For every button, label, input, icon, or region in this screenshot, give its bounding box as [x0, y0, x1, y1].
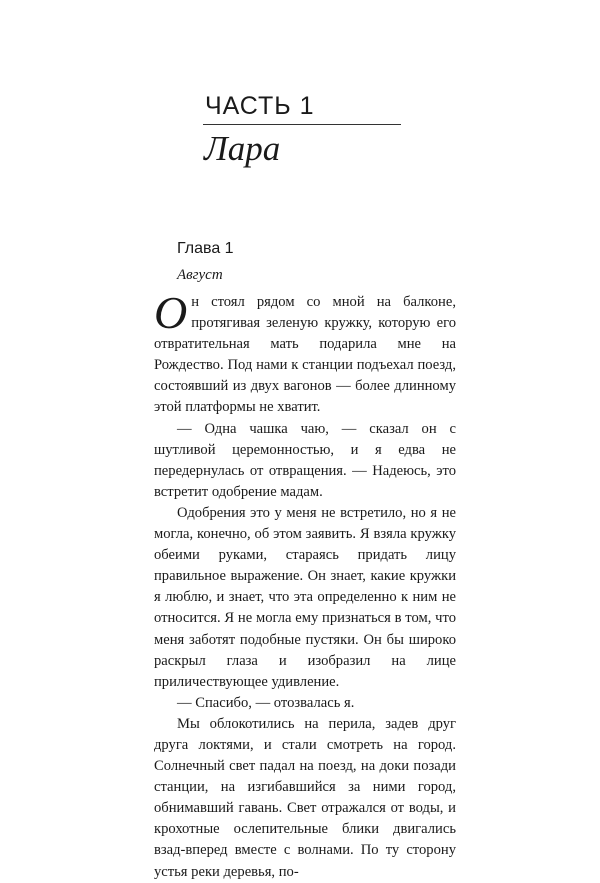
paragraph-3: Одобрения это у меня не встретило, но я не могла, конечно, об этом заявить. Я взяла кружку обеими руками, стараясь придать лицу правильное выражение. Он знает, какие кружки я люблю, и знает, что эта определенно к ним не относится. Я не могла ему признаться в том, что меня заботят подобные пустяки. Он бы широко раскрыл глаза и изобразил на лице приличествующее удивление. — [154, 504, 456, 690]
chapter-title: Глава 1 — [177, 240, 234, 257]
chapter-date: Август — [177, 267, 223, 283]
paragraph-1-text: н стоял рядом со мной на балконе, протягивая зеленую кружку, которую его отвратительная мать подарила мне на Рождество. Под нами к станции подъехал поезд, состоявший из двух вагонов — более длинному этой платформы не хватит. — [154, 294, 456, 416]
part-subtitle: Лара — [204, 129, 281, 168]
part-divider-rule — [203, 124, 401, 125]
part-title: ЧАСТЬ 1 — [205, 92, 315, 120]
paragraph-4: — Спасибо, — отозвалась я. — [177, 694, 355, 711]
paragraph-1 — [154, 287, 456, 419]
paragraph-5: Мы облокотились на перила, задев друг друга локтями, и стали смотреть на город. Солнечный свет падал на поезд, на доки позади станции, на изгибавшийся за ними город, обнимавший гавань. Свет отражался от воды, и крохотные ослепительные блики двигались взад-вперед вместе с волнами. По ту сторону устья реки деревья, по- — [154, 715, 456, 880]
body-text — [154, 287, 456, 883]
paragraph-2: — Одна чашка чаю, — сказал он с шутливой церемонностью, и я едва не передернулась от отвращения. — Надеюсь, это встретит одобрение мадам. — [154, 420, 456, 500]
drop-cap: О — [154, 287, 188, 338]
